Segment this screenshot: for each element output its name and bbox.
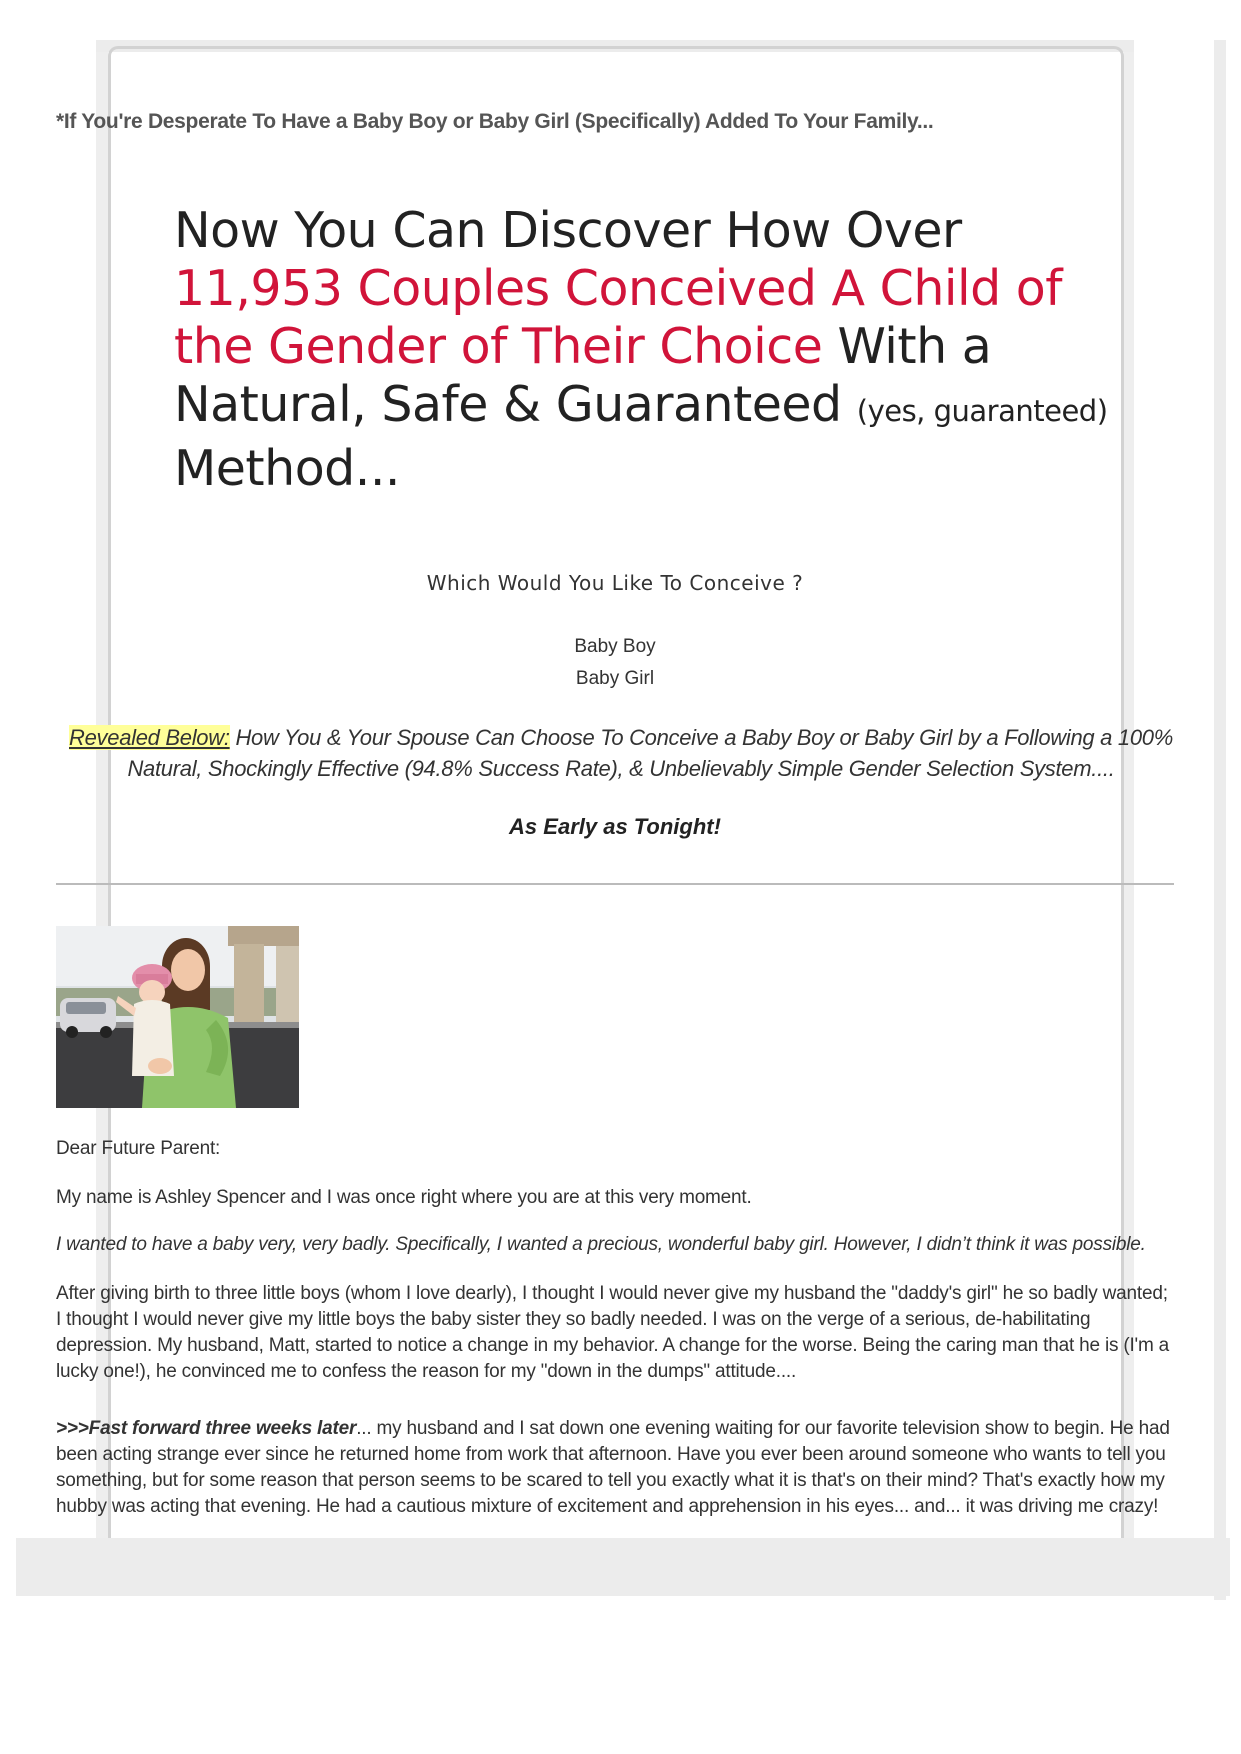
headline-part-1: Now You Can Discover How Over [174,202,962,259]
revealed-below-label: Revealed Below: [69,725,230,750]
fast-forward-lead: >>>Fast forward three weeks later [56,1418,357,1439]
revealed-below-text: How You & Your Spouse Can Choose To Conceive a Baby Boy or Baby Girl by a Following a 100% Natural, Shockingly Effective (94.8% Success Rate), & Unbelievably Simple Gender Selection System.... [127,725,1173,781]
revealed-below-paragraph [66,722,1176,784]
headline-part-red: 11,953 Couples Conceived A Child of the Gender of Their Choice [174,260,1063,375]
pre-headline: *If You're Desperate To Have a Baby Boy or Baby Girl (Specifically) Added To Your Family... [56,110,934,133]
main-headline [174,202,1134,498]
headline-part-3: With a Natural, Safe & Guaranteed [174,318,992,433]
background-right-strip [1214,40,1226,1600]
choice-baby-boy[interactable]: Baby Boy [574,636,656,657]
gender-question: Which Would You Like To Conceive ? [426,571,804,595]
background-bottom-band [16,1538,1230,1596]
mother-daughter-photo [56,926,299,1108]
letter-paragraph-2: I wanted to have a baby very, very badly. Specifically, I wanted a precious, wonderful baby girl. However, I didn’t think it was possible. [56,1234,1146,1255]
headline-part-small: (yes, guaranteed) [856,394,1108,428]
letter-greeting: Dear Future Parent: [56,1138,221,1159]
letter-paragraph-3: After giving birth to three little boys (whom I love dearly), I thought I would never give my husband the "daddy's girl" he so badly wanted; I thought I would never give my little boys the baby sister they so badly needed. I was on the verge of a serious, de-habilitating depression. My husband, Matt, started to notice a change in my behavior. A change for the worse. Being the caring man that he is (I'm a lucky one!), he convinced me to confess the reason for my "down in the dumps" attitude.... [56,1283,1170,1382]
letter-paragraph-1: My name is Ashley Spencer and I was once right where you are at this very moment. [56,1187,752,1208]
letter-paragraph-4-text: ... my husband and I sat down one evening waiting for our favorite television show to begin. He had been acting strange ever since he returned home from work that afternoon. Have you ever been around someone who wants to tell you something, but for some reason that person seems to be scared to tell you exactly what it is that's on their mind? That's exactly how my hubby was acting that evening. He had a cautious mixture of excitement and apprehension in his eyes... and... it was driving me crazy! [56,1418,1170,1517]
headline-part-5: Method... [174,440,401,497]
letter-paragraph-4 [56,1416,1174,1520]
early-tonight-line: As Early as Tonight! [509,814,721,839]
choice-baby-girl[interactable]: Baby Girl [575,668,655,689]
section-divider [56,883,1174,885]
